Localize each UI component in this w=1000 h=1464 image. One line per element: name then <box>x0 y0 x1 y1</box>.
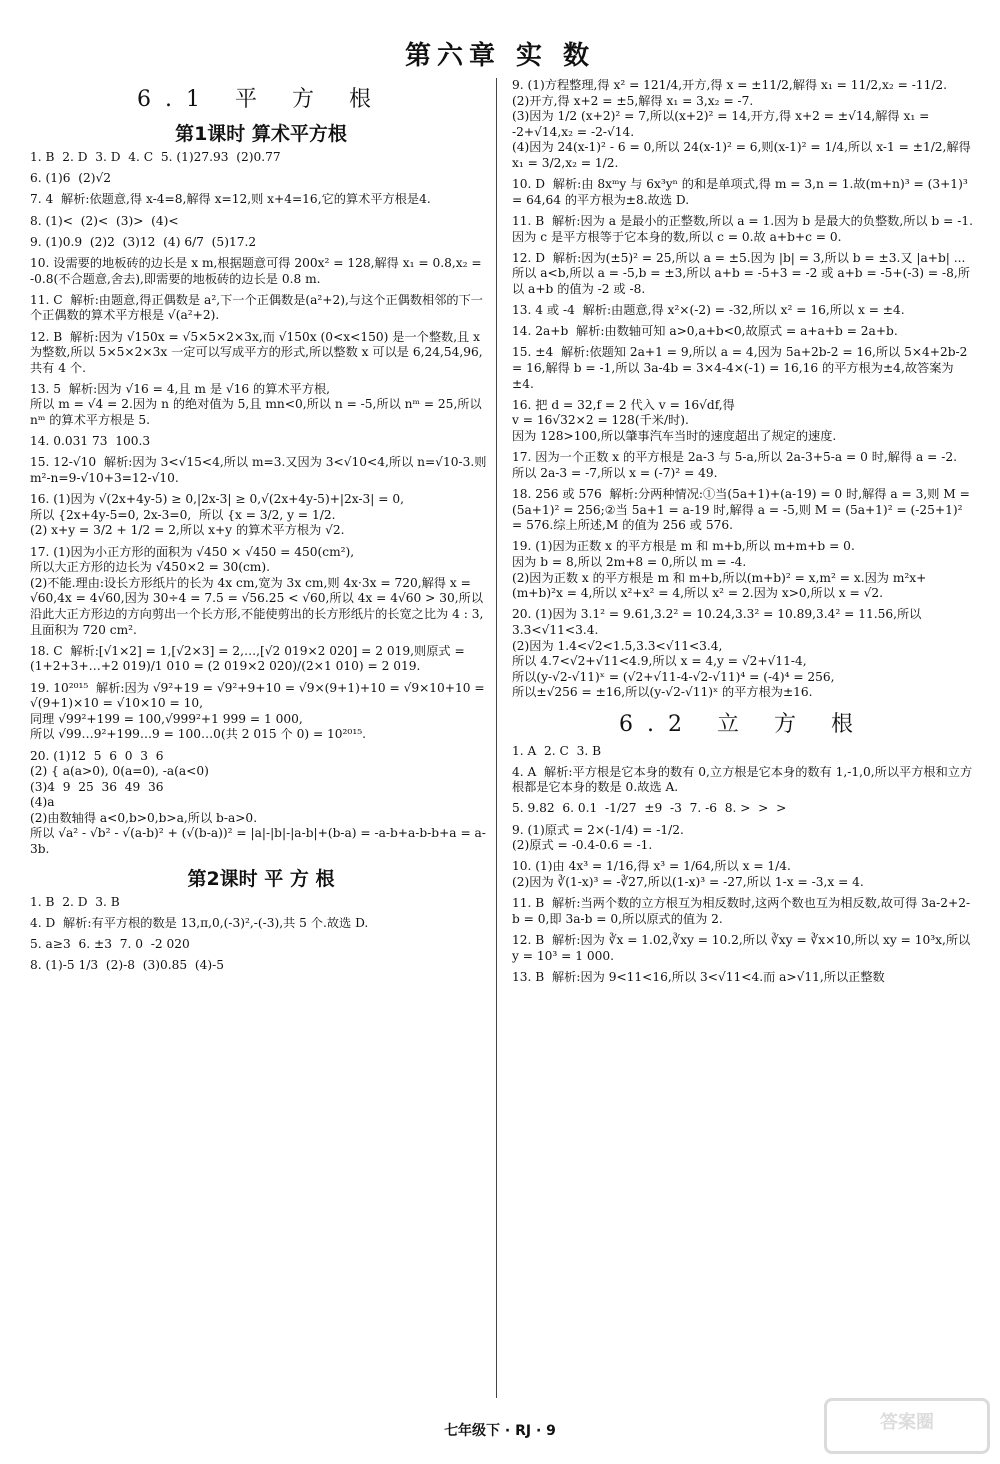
answer-line: 10. (1)由 4x³ = 1/16,得 x³ = 1/64,所以 x = 1/4. (2)因为 ∛(1-x)³ = -∛27,所以(1-x)³ = -27,所以 1-x = -3,x = 4. <box>512 859 864 890</box>
answer-line: 20. (1)因为 3.1² = 9.61,3.2² = 10.24,3.3² = 10.89,3.4² = 11.56,所以 3.3<√11<3.4. (2)因为 1.4<√2<1.5,3.3<√11<3.4, 所以 4.7<√2+√11<4.9,所以 x = 4,y = √2+√11-4, 所以(y-√2-√11)ˣ = (√2+√11-4-√2-√11)⁴ = (-4)⁴ = 256, 所以±√256 = ±16,所以(y-√2-√11)ˣ 的平方根为±16. <box>512 607 922 700</box>
answer-line: 18. 256 或 576 解析:分两种情况:①当(5a+1)+(a-19) = 0 时,解得 a = 3,则 M = (5a+1)² = 256;②当 5a+1 = a-19 时,解得 a = -5,则 M = (5a+1)² = (-25+1)² = 576.综上所述,M 的值为 256 或 576. <box>512 487 974 533</box>
answer-line: 16. 把 d = 32,f = 2 代入 v = 16√df,得 v = 16√32×2 = 128(千米/时). 因为 128>100,所以肇事汽车当时的速度超出了规定的速度. <box>512 397 837 444</box>
section-6-2-answers <box>512 744 974 986</box>
answer-line: 13. B 解析:因为 9<11<16,所以 3<√11<4.而 a>√11,所以正整数 <box>512 969 885 984</box>
section-6-1-answers-cont <box>512 78 974 701</box>
chapter-title: 第六章 实 数 <box>404 41 596 71</box>
answer-line: 19. (1)因为正数 x 的平方根是 m 和 m+b,所以 m+m+b = 0. 因为 b = 8,所以 2m+8 = 0,所以 m = -4. (2)因为正数 x 的平方根是 m 和 m+b,所以(m+b)² = x,m² = x.因为 m²x+(m+b)²x = 4,所以 x²+x² = 4,所以 x² = 2.因为 x>0,所以 x = √2. <box>512 539 927 601</box>
answer-line: 5. 9.82 6. 0.1 -1/27 ±9 -3 7. -6 8. > > > <box>512 801 787 816</box>
lesson-1-title: 第1课时 算术平方根 <box>175 123 347 145</box>
answer-line: 15. 12-√10 解析:因为 3<√15<4,所以 m=3.又因为 3<√10<4,所以 n=√10-3.则 m²-n=9-√10+3=12-√10. <box>30 455 491 486</box>
answer-line: 6. (1)6 (2)√2 <box>30 171 112 186</box>
page-footer: 七年级下 · RJ · 9 <box>444 1423 556 1439</box>
answer-line: 9. (1)方程整理,得 x² = 121/4,开方,得 x = ±11/2,解得 x₁ = 11/2,x₂ = -11/2. (2)开方,得 x+2 = ±5,解得 x₁ = 3,x₂ = -7. (3)因为 1/2 (x+2)² = 7,所以(x+2)² = 14,开方,得 x+2 = ±√14,解得 x₁ = -2+√14,x₂ = -2-√14. (4)因为 24(x-1)² - 6 = 0,所以 24(x-1)² = 6,则(x-1)² = 1/4,所以 x-1 = ±1/2,解得 x₁ = 3/2,x₂ = 1/2. <box>512 78 971 170</box>
answer-line: 1. A 2. C 3. B <box>512 743 602 758</box>
answer-line: 20. (1)12 5 6 0 3 6 (2) { a(a>0), 0(a=0), -a(a<0) (3)4 9 25 36 49 36 (4)a (2)由数轴得 a<0,b>0,b>a,所以 b-a>0. 所以 √a² - √b² - √(a-b)² + (√(b-a))² = |a|-|b|-|a-b|+(b-a) = -a-b+a-b-b+a = a-3b. <box>30 748 486 857</box>
answer-line: 9. (1)0.9 (2)2 (3)12 (4) 6/7 (5)17.2 <box>30 234 257 249</box>
answer-line: 17. (1)因为小正方形的面积为 √450 × √450 = 450(cm²), 所以大正方形的边长为 √450×2 = 30(cm). (2)不能.理由:设长方形纸片的长为 4x cm,宽为 3x cm,则 4x·3x = 720,解得 x = √60,4x = 4√60,因为 30÷4 = 7.5 = √56.25 < √60,所以 4x = 4√60 > 30,所以沿此大正方形边的方向剪出一个长方形,不能使剪出的长方形纸片的长宽之比为 4 : 3,且面积为 720 cm². <box>30 544 484 637</box>
answer-line: 4. A 解析:平方根是它本身的数有 0,立方根是它本身的数有 1,-1,0,所以平方根和立方根都是它本身的数是 0.故选 A. <box>512 764 973 795</box>
section-title-6-1: 6.1 平 方 根 <box>137 87 385 112</box>
answer-line: 12. D 解析:因为(±5)² = 25,所以 a = ±5.因为 |b| = 3,所以 b = ±3.又 |a+b| ... 所以 a<b,所以 a = -5,b = ±3,所以 a+b = -5+3 = -2 或 a+b = -5+(-3) = -8,所以 a+b 的值为 -2 或 -8. <box>512 250 970 296</box>
answer-line: 17. 因为一个正数 x 的平方根是 2a-3 与 5-a,所以 2a-3+5-a = 0 时,解得 a = -2. 所以 2a-3 = -7,所以 x = (-7)² = 49. <box>512 450 958 480</box>
answer-line: 11. B 解析:因为 a 是最小的正整数,所以 a = 1.因为 b 是最大的负整数,所以 b = -1.因为 c 是平方根等于它本身的数,所以 c = 0.故 a+b+c = 0. <box>512 213 973 244</box>
lesson-2-answers <box>30 895 492 974</box>
answer-line: 13. 5 解析:因为 √16 = 4,且 m 是 √16 的算术平方根, 所以 m = √4 = 2.因为 n 的绝对值为 5,且 mn<0,所以 n = -5,所以 nᵐ = 25,所以 nᵐ 的算术平方根是 5. <box>30 381 482 428</box>
answer-line: 8. (1)< (2)< (3)> (4)< <box>30 213 179 228</box>
answer-line: 14. 0.031 73 100.3 <box>30 434 151 449</box>
answer-line: 11. C 解析:由题意,得正偶数是 a²,下一个正偶数是(a²+2),与这个正偶数相邻的下一个正偶数的算术平方根是 √(a²+2). <box>30 292 483 323</box>
answer-line: 11. B 解析:当两个数的立方根互为相反数时,这两个数也互为相反数,故可得 3a-2+2-b = 0,即 3a-b = 0,所以原式的值为 2. <box>512 896 971 926</box>
column-divider <box>496 78 497 1398</box>
answer-line: 1. B 2. D 3. D 4. C 5. (1)27.93 (2)0.77 <box>30 150 281 164</box>
answer-line: 4. D 解析:有平方根的数是 13,π,0,(-3)²,-(-3),共 5 个.故选 D. <box>30 915 369 930</box>
answer-line: 1. B 2. D 3. B <box>30 894 120 909</box>
answer-line: 12. B 解析:因为 ∛x = 1.02,∛xy = 10.2,所以 ∛xy = ∛x×10,所以 xy = 10³x,所以 y = 10³ = 1 000. <box>512 933 975 963</box>
left-column <box>30 78 492 979</box>
answer-line: 8. (1)-5 1/3 (2)-8 (3)0.85 (4)-5 <box>30 958 225 973</box>
answer-line: 14. 2a+b 解析:由数轴可知 a>0,a+b<0,故原式 = a+a+b = 2a+b. <box>512 324 898 339</box>
lesson-1-answers <box>30 150 492 858</box>
answer-line: 18. C 解析:[√1×2] = 1,[√2×3] = 2,…,[√2 019×2 020] = 2 019,则原式 = (1+2+3+…+2 019)/1 010 = (2 019×2 020)/(2×1 010) = 2 019. <box>30 643 469 674</box>
answer-line: 9. (1)原式 = 2×(-1/4) = -1/2. (2)原式 = -0.4-0.6 = -1. <box>512 822 684 853</box>
section-title-6-2: 6.2 立 方 根 <box>619 711 867 737</box>
answer-line: 10. D 解析:由 8xᵐy 与 6x³yⁿ 的和是单项式,得 m = 3,n = 1.故(m+n)³ = (3+1)³ = 64,64 的平方根为±8.故选 D. <box>512 177 972 207</box>
answer-line: 12. B 解析:因为 √150x = √5×5×2×3x,而 √150x (0<x<150) 是一个整数,且 x 为整数,所以 5×5×2×3x 一定可以写成平方的形式,所以整数 x 可以是 6,24,54,96,共有 4 个. <box>30 329 484 375</box>
answer-line: 10. 设需要的地板砖的边长是 x m,根据题意可得 200x² = 128,解得 x₁ = 0.8,x₂ = -0.8(不合题意,舍去),即需要的地板砖的边长是 0.8 m. <box>30 255 486 286</box>
watermark-logo: 答案圈 <box>824 1398 990 1454</box>
right-column <box>512 78 974 991</box>
answer-line: 19. 10²⁰¹⁵ 解析:因为 √9²+19 = √9²+9+10 = √9×(9+1)+10 = √9×10+10 = √(9+1)×10 = √10×10 = 10, 同理 √99²+199 = 100,√999²+1 999 = 1 000, 所以 √99…9²+199…9 = 100…0(共 2 015 个 0) = 10²⁰¹⁵. <box>30 680 485 742</box>
lesson-2-title: 第2课时 平 方 根 <box>187 867 335 890</box>
answer-line: 13. 4 或 -4 解析:由题意,得 x²×(-2) = -32,所以 x² = 16,所以 x = ±4. <box>512 303 905 318</box>
answer-line: 5. a≥3 6. ±3 7. 0 -2 020 <box>30 937 190 952</box>
answer-line: 7. 4 解析:依题意,得 x-4=8,解得 x=12,则 x+4=16,它的算术平方根是4. <box>30 192 431 207</box>
answer-line: 16. (1)因为 √(2x+4y-5) ≥ 0,|2x-3| ≥ 0,√(2x+4y-5)+|2x-3| = 0, 所以 {2x+4y-5=0, 2x-3=0, 所以 {x = 3/2, y = 1/2. (2) x+y = 3/2 + 1/2 = 2,所以 x+y 的算术平方根为 √2. <box>30 492 404 538</box>
answer-line: 15. ±4 解析:依题知 2a+1 = 9,所以 a = 4,因为 5a+2b-2 = 16,所以 5×4+2b-2 = 16,解得 b = -1,所以 3a-4b = 3×4-4×(-1) = 16,16 的平方根为±4,故答案为±4. <box>512 345 972 391</box>
